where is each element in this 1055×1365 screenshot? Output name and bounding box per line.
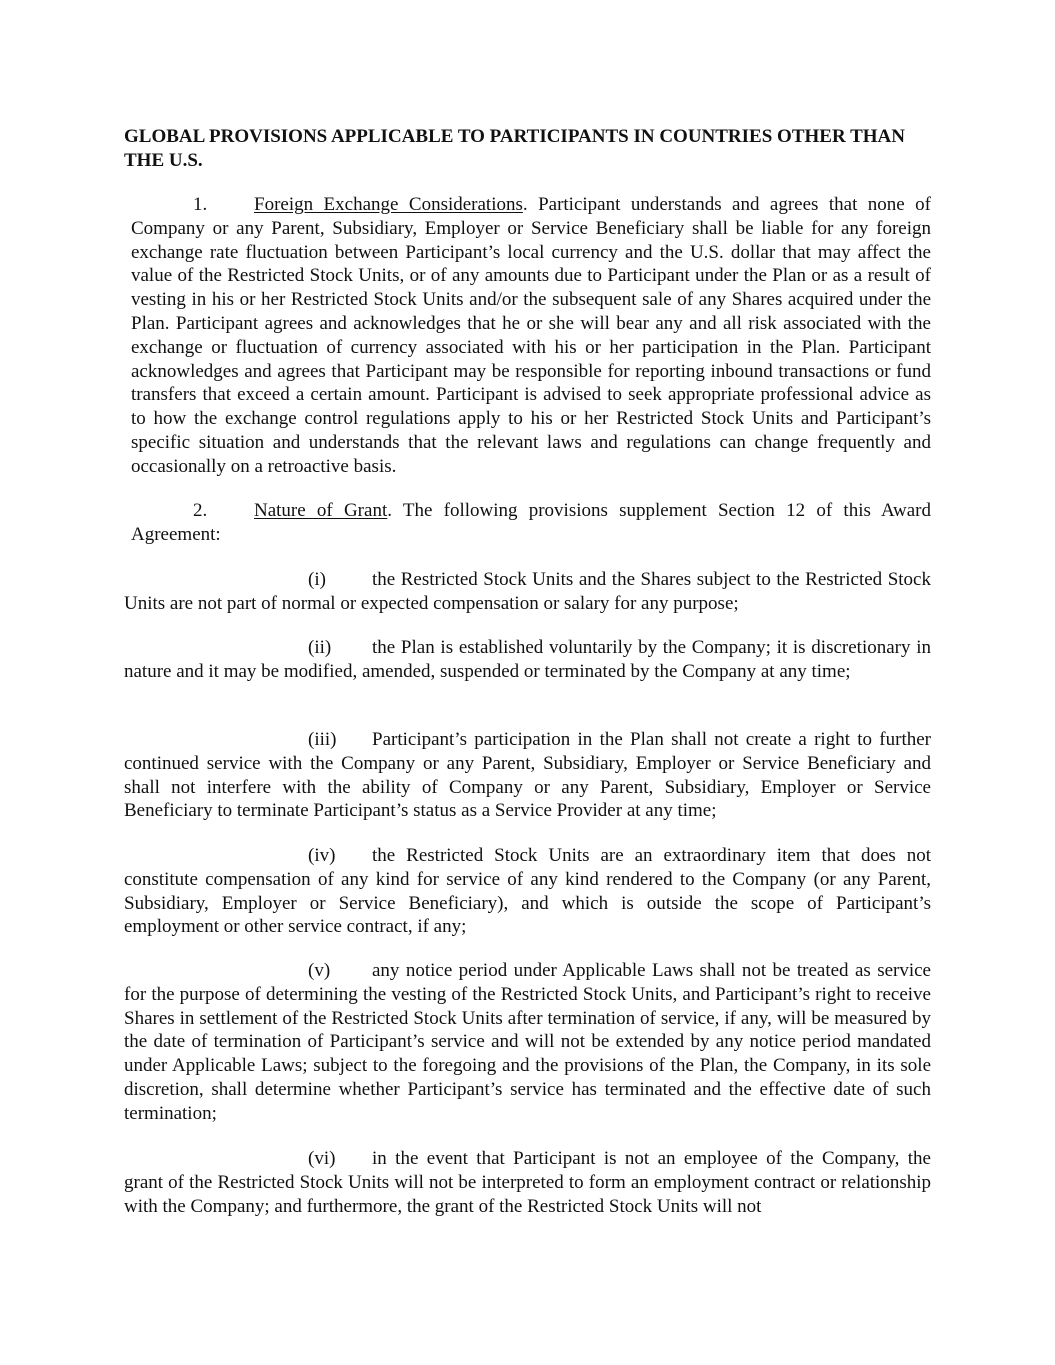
section-2-title: Nature of Grant — [254, 500, 388, 521]
item-iii — [124, 728, 931, 823]
section-2-number: 2. — [193, 500, 208, 521]
section-2-body: . The following provisions supplement Section 12 of this Award Agreement: — [131, 500, 932, 545]
item-v-text: any notice period under Applicable Laws shall not be treated as service for the purpose of determining the vesting of the Restricted Stock Units, and Participant’s right to receive Shares in settlement of the Restricted Stock Units after termination of service, if any, will be measured by the date of termination of Participant’s service and will not be extended by any notice period mandated under Applicable Laws; subject to the foregoing and the provisions of the Plan, the Company, in its sole discretion, shall determine whether Participant’s service has terminated and the effective date of such termination; — [124, 960, 931, 1124]
item-iv-text: the Restricted Stock Units are an extraordinary item that does not constitute compensation of any kind for service of any kind rendered to the Company (or any Parent, Subsidiary, Employer or Service Beneficiary), and which is outside the scope of Participant’s employment or other service contract, if any; — [124, 845, 931, 938]
item-vi — [124, 1147, 931, 1218]
item-i-text: the Restricted Stock Units and the Shares subject to the Restricted Stock Units are not part of normal or expected compensation or salary for any purpose; — [124, 569, 931, 614]
section-1-title: Foreign Exchange Considerations — [254, 194, 523, 215]
item-ii — [124, 636, 931, 684]
item-iv — [124, 844, 931, 939]
item-v-label: (v) — [308, 960, 331, 981]
section-2 — [131, 499, 931, 547]
page-heading: GLOBAL PROVISIONS APPLICABLE TO PARTICIPANTS IN COUNTRIES OTHER THAN THE U.S. — [124, 126, 905, 171]
item-v — [124, 959, 931, 1126]
section-1-number: 1. — [193, 194, 208, 215]
item-ii-text: the Plan is established voluntarily by the Company; it is discretionary in nature and it may be modified, amended, suspended or terminated by the Company at any time; — [124, 637, 931, 682]
item-vi-text: in the event that Participant is not an employee of the Company, the grant of the Restricted Stock Units will not be interpreted to form an employment contract or relationship with the Company; and furthermore, the grant of the Restricted Stock Units will not — [124, 1148, 931, 1217]
item-iv-label: (iv) — [308, 845, 336, 866]
item-ii-label: (ii) — [308, 637, 332, 658]
section-1 — [131, 193, 931, 479]
item-iii-label: (iii) — [308, 729, 337, 750]
item-vi-label: (vi) — [308, 1148, 336, 1169]
section-1-body: . Participant understands and agrees that none of Company or any Parent, Subsidiary, Employer or Service Beneficiary shall be liable for any foreign exchange rate fluctuation between Participant’s local currency and the U.S. dollar that may affect the value of the Restricted Stock Units, or of any amounts due to Participant under the Plan or as a result of vesting in his or her Restricted Stock Units and/or the subsequent sale of any Shares acquired under the Plan. Participant agrees and acknowledges that he or she will bear any and all risk associated with the exchange or fluctuation of currency associated with his or her participation in the Plan. Participant acknowledges and agrees that Participant may be responsible for reporting inbound transactions or fund transfers that exceed a certain amount. Participant is advised to seek appropriate professional advice as to how the exchange control regulations apply to his or her Restricted Stock Units and Participant’s specific situation and understands that the relevant laws and regulations can change frequently and occasionally on a retroactive basis. — [131, 194, 931, 477]
item-iii-text: Participant’s participation in the Plan shall not create a right to further continued service with the Company or any Parent, Subsidiary, Employer or Service Beneficiary and shall not interfere with the ability of Company or any Parent, Subsidiary, Employer or Service Beneficiary to terminate Participant’s status as a Service Provider at any time; — [124, 729, 931, 822]
item-i — [124, 568, 931, 616]
item-i-label: (i) — [308, 569, 326, 590]
